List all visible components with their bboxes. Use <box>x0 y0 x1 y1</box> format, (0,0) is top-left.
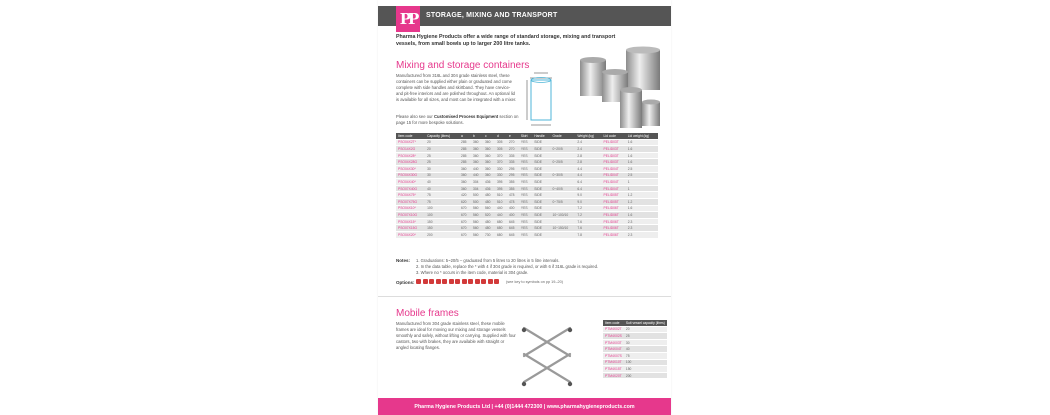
table-cell: 480 <box>483 192 495 199</box>
table-cell: PSO04X20* <box>396 231 425 238</box>
table-cell: 400 <box>507 212 519 219</box>
table-cell: 480 <box>483 218 495 225</box>
table-cell: SIDE <box>532 225 550 232</box>
table-cell: 0~75/5 <box>551 198 576 205</box>
table-cell: 30 <box>624 339 667 346</box>
castor-icon <box>568 382 572 386</box>
table-cell: 20 <box>624 326 667 333</box>
table-cell: 330 <box>495 165 507 172</box>
table-cell: 480 <box>483 225 495 232</box>
table-cell: PELID06T <box>602 205 626 212</box>
table-cell: 4.4 <box>575 172 601 179</box>
table-cell: 420 <box>459 192 471 199</box>
table-cell: SIDE <box>532 205 550 212</box>
table-row <box>603 352 667 359</box>
frames-body: Manufactured from 304 grade stainless steel, these mobile frames are ideal for moving our mixing and storage vessels smoothly and safely, without lifting or carrying. Supplied with four castors, two with brakes, they are available with straight or angled locating flanges. <box>396 321 516 350</box>
table-cell: YES <box>519 218 532 225</box>
table-cell: 335 <box>507 159 519 166</box>
table-cell: 510 <box>495 192 507 199</box>
table-cell: 360 <box>459 185 471 192</box>
table-cell: 520 <box>483 212 495 219</box>
table-cell: 355 <box>507 179 519 186</box>
table-cell <box>551 179 576 186</box>
table-cell: 30 <box>425 172 459 179</box>
table-cell: 440 <box>495 205 507 212</box>
table-cell: YES <box>519 139 532 146</box>
table-cell: YES <box>519 179 532 186</box>
table-row <box>396 231 658 238</box>
table-cell <box>551 139 576 146</box>
table-cell: 25 <box>624 333 667 340</box>
table-cell: 2.3 <box>626 225 658 232</box>
table-cell: SIDE <box>532 179 550 186</box>
table-row <box>396 225 658 232</box>
mixing-containers-table <box>396 133 658 239</box>
table-cell: 0~20/5 <box>551 146 576 153</box>
table-cell: 285 <box>459 159 471 166</box>
table-cell: 270 <box>507 146 519 153</box>
table-cell: 1.6 <box>626 152 658 159</box>
column-header: b <box>471 133 483 139</box>
table-row <box>396 192 658 199</box>
custom-note-post: section on page 15 for more bespoke solutions. <box>396 114 519 125</box>
table-cell: YES <box>519 185 532 192</box>
table-cell: YES <box>519 152 532 159</box>
table-cell: 150 <box>624 366 667 373</box>
table-cell: 645 <box>507 218 519 225</box>
table-cell: 395 <box>495 185 507 192</box>
notes-list <box>416 258 598 276</box>
option-symbol-icon <box>481 279 486 284</box>
table-cell <box>551 165 576 172</box>
table-cell: PELID06T <box>602 231 626 238</box>
table-cell: SIDE <box>532 198 550 205</box>
table-cell: PELID04T <box>602 165 626 172</box>
mixing-section-title: Mixing and storage containers <box>396 60 530 71</box>
table-cell: 1 <box>626 185 658 192</box>
page-header <box>378 6 671 26</box>
mobile-frames-table <box>603 320 667 379</box>
table-cell <box>551 231 576 238</box>
catalog-page <box>378 0 671 415</box>
table-cell: PSO07X40G <box>396 185 425 192</box>
table-cell: 680 <box>495 225 507 232</box>
table-cell: 645 <box>507 231 519 238</box>
table-cell: 360 <box>459 179 471 186</box>
table-cell: 7.6 <box>575 218 601 225</box>
table-row <box>603 366 667 373</box>
table-cell: 30 <box>425 165 459 172</box>
table-cell: SIDE <box>532 172 550 179</box>
table-cell: 200 <box>624 372 667 379</box>
container-large-back <box>626 47 660 91</box>
table-cell: 436 <box>483 185 495 192</box>
table-row <box>396 218 658 225</box>
table-cell: 40 <box>624 346 667 353</box>
table-row <box>396 205 658 212</box>
table-cell: 0~25/5 <box>551 159 576 166</box>
table-cell: 40 <box>425 185 459 192</box>
table-cell: 20 <box>425 146 459 153</box>
table-cell: PSO04X28* <box>396 152 425 159</box>
option-symbols <box>416 279 499 284</box>
table-row <box>603 372 667 379</box>
table-cell: 295 <box>507 172 519 179</box>
table-cell: SIDE <box>532 152 550 159</box>
table-cell: 360 <box>483 172 495 179</box>
table-cell: 4.4 <box>575 165 601 172</box>
note-item: 2. In the data table, replace the * with 4 if 304 grade is required, or with 6 if 316L grade is required. <box>416 264 599 269</box>
table-cell: 285 <box>459 139 471 146</box>
table-cell: 560 <box>483 205 495 212</box>
custom-note-pre: Please also see our <box>396 114 433 119</box>
mixing-custom-note <box>396 114 526 126</box>
table-cell: 2.5 <box>626 165 658 172</box>
table-cell: YES <box>519 165 532 172</box>
table-cell: 25 <box>425 159 459 166</box>
mobile-frames-photo <box>518 322 576 388</box>
table-cell: PTM4X07S <box>605 353 622 358</box>
table-cell: 2.4 <box>575 139 601 146</box>
table-cell: 1 <box>626 179 658 186</box>
table-cell: SIDE <box>532 192 550 199</box>
column-header: e <box>507 133 519 139</box>
table-cell: 2.3 <box>626 231 658 238</box>
table-cell: PSO14X2G <box>396 146 425 153</box>
table-cell: 1.6 <box>626 212 658 219</box>
table-cell: 295 <box>507 165 519 172</box>
table-row <box>396 198 658 205</box>
table-row <box>396 152 658 159</box>
table-cell <box>551 218 576 225</box>
table-cell: 10~150/10 <box>551 225 576 232</box>
table-cell: 2.5 <box>626 172 658 179</box>
table-cell: PTM4X02T <box>603 326 624 333</box>
table-cell: 360 <box>483 152 495 159</box>
table-cell: PSO04X40* <box>396 179 425 186</box>
table-cell: 400 <box>507 205 519 212</box>
table-cell: 500 <box>471 198 483 205</box>
table-cell: PTM4X10T <box>603 359 624 366</box>
table-cell: PELID03T <box>602 159 626 166</box>
table-cell: PELID06T <box>602 212 626 219</box>
page-title: STORAGE, MIXING AND TRANSPORT <box>426 12 558 19</box>
option-symbol-icon <box>429 279 434 284</box>
table-cell: 440 <box>471 165 483 172</box>
table-cell: 360 <box>459 172 471 179</box>
table-row <box>603 359 667 366</box>
column-header: Skirt <box>519 133 532 139</box>
table-cell: 360 <box>471 139 483 146</box>
table-row <box>603 339 667 346</box>
table-cell: 1.2 <box>626 192 658 199</box>
table-cell: SIDE <box>532 212 550 219</box>
column-header: Capacity (litres) <box>425 133 459 139</box>
column-header: a <box>459 133 471 139</box>
table-cell: 680 <box>495 231 507 238</box>
table-cell: 1.6 <box>626 205 658 212</box>
option-symbol-icon <box>468 279 473 284</box>
brand-logo: PP <box>396 6 420 32</box>
table-cell: 150 <box>425 218 459 225</box>
table-cell: 2.3 <box>626 218 658 225</box>
table-row <box>396 172 658 179</box>
table-cell: PTM4X04T <box>603 346 624 353</box>
table-cell: 510 <box>495 198 507 205</box>
table-cell: 670 <box>459 205 471 212</box>
column-header: c <box>483 133 495 139</box>
table-cell: 370 <box>495 152 507 159</box>
table-cell: 0~40/5 <box>551 185 576 192</box>
table-cell: SIDE <box>532 139 550 146</box>
table-cell: PSO04X10* <box>396 205 425 212</box>
table-cell: PSO04X30* <box>396 165 425 172</box>
table-cell: 370 <box>495 159 507 166</box>
container-small-right <box>642 100 660 127</box>
note-item: 1. Graduations: 5~20/5 – graduated from 5 litres to 20 litres in 5 litre intervals. <box>416 258 560 263</box>
page-footer: Pharma Hygiene Products Ltd | +44 (0)1444 472300 | www.pharmahygieneproducts.com <box>378 398 671 415</box>
table-cell: YES <box>519 159 532 166</box>
table-cell <box>551 192 576 199</box>
table-cell: PELID03T <box>602 152 626 159</box>
table-cell: PELID04T <box>602 172 626 179</box>
table-cell: 75 <box>425 192 459 199</box>
table-cell: 7.2 <box>575 212 601 219</box>
table-cell: 560 <box>471 212 483 219</box>
table-cell: 670 <box>459 218 471 225</box>
options-label: Options: <box>396 280 415 285</box>
table-cell: PELID03T <box>602 139 626 146</box>
table-cell: 150 <box>425 225 459 232</box>
table-cell: 305 <box>495 139 507 146</box>
castor-icon <box>568 328 572 332</box>
column-header: Handle <box>532 133 550 139</box>
table-cell: 25 <box>425 152 459 159</box>
option-symbol-icon <box>462 279 467 284</box>
table-cell: 100 <box>624 359 667 366</box>
table-cell: 360 <box>471 159 483 166</box>
table-cell: SIDE <box>532 185 550 192</box>
table-row <box>603 333 667 340</box>
table-cell: 7.2 <box>575 205 601 212</box>
table-cell <box>551 205 576 212</box>
table-cell: YES <box>519 198 532 205</box>
table-cell: SIDE <box>532 231 550 238</box>
table-cell: 9.0 <box>575 192 601 199</box>
option-symbol-icon <box>494 279 499 284</box>
table-cell: 7.6 <box>575 225 601 232</box>
table-cell: SIDE <box>532 146 550 153</box>
table-cell: 7.8 <box>575 231 601 238</box>
option-symbol-icon <box>436 279 441 284</box>
table-cell: 620 <box>459 198 471 205</box>
table-cell: PELID06T <box>602 225 626 232</box>
column-header: Weight (kg) <box>575 133 601 139</box>
table-cell: 440 <box>495 212 507 219</box>
table-cell: 560 <box>471 225 483 232</box>
table-row <box>396 159 658 166</box>
table-row <box>396 179 658 186</box>
table-cell: 440 <box>471 172 483 179</box>
table-cell: 2.4 <box>575 146 601 153</box>
column-header: Item code <box>396 133 425 139</box>
table-cell: 395 <box>495 179 507 186</box>
table-cell: 2.8 <box>575 152 601 159</box>
option-symbol-icon <box>416 279 421 284</box>
column-header: Lid code <box>602 133 626 139</box>
column-header: Item code <box>603 320 624 326</box>
castor-icon <box>522 328 526 332</box>
table-cell: PSO04X30G <box>396 172 425 179</box>
table-cell: YES <box>519 205 532 212</box>
table-cell: 355 <box>507 185 519 192</box>
option-symbol-icon <box>423 279 428 284</box>
option-symbol-icon <box>442 279 447 284</box>
table-cell: 75 <box>624 352 667 359</box>
option-symbol-icon <box>475 279 480 284</box>
table-cell: 360 <box>459 165 471 172</box>
table-cell: PSO07X75G <box>396 198 425 205</box>
table-row <box>396 212 658 219</box>
table-row <box>396 165 658 172</box>
frames-section-title: Mobile frames <box>396 308 459 319</box>
intro-text: Pharma Hygiene Products offer a wide range of standard storage, mixing and transport vessels, from small bowls up to larger 200 litre tanks. <box>396 34 616 47</box>
table-cell: 100 <box>425 212 459 219</box>
table-cell: PELID05T <box>602 192 626 199</box>
table-cell: 560 <box>471 218 483 225</box>
table-cell: 304 <box>471 185 483 192</box>
table-cell: PELID04T <box>602 185 626 192</box>
table-cell: 360 <box>483 159 495 166</box>
table-cell: PELID05T <box>602 198 626 205</box>
table-cell: PSO04X2T* <box>396 139 425 146</box>
note-item: 3. Where no * occurs in the item code, material is 304 grade. <box>416 270 529 275</box>
column-header: Grade <box>551 133 576 139</box>
table-cell: PELID03T <box>602 146 626 153</box>
table-cell: PTM4X20T <box>603 372 624 379</box>
table-row <box>396 185 658 192</box>
table-cell: 480 <box>483 198 495 205</box>
table-cell: YES <box>519 225 532 232</box>
section-divider <box>378 296 671 297</box>
table-cell: 360 <box>471 152 483 159</box>
custom-note-link[interactable]: Customised Process Equipment <box>433 114 499 119</box>
table-cell: 305 <box>495 146 507 153</box>
table-cell: 6.4 <box>575 185 601 192</box>
castor-icon <box>522 382 526 386</box>
table-cell: SIDE <box>532 218 550 225</box>
table-cell: 0~30/5 <box>551 172 576 179</box>
table-cell: 560 <box>471 231 483 238</box>
table-cell: PTM4X15T <box>603 366 624 373</box>
column-header: d <box>495 133 507 139</box>
table-cell: 330 <box>495 172 507 179</box>
table-cell: 100 <box>425 205 459 212</box>
option-symbol-icon <box>488 279 493 284</box>
table-cell: 75 <box>425 198 459 205</box>
table-cell: 500 <box>471 192 483 199</box>
table-row <box>603 326 667 333</box>
mixing-body: Manufactured from 316L and 304 grade stainless steel, these containers can be supplied either plain or graduated and come complete with side handles and skirtband. They have crevice- and pit-free interiors and are polished throughout. An optional lid is available for all sizes, and most can be integrated with a mixer. <box>396 73 517 102</box>
options-key-note: (see key to symbols on pp 19–20) <box>506 280 563 284</box>
table-cell: 285 <box>459 146 471 153</box>
table-cell: 1.2 <box>626 198 658 205</box>
table-cell: 304 <box>471 179 483 186</box>
table-cell: 1.6 <box>626 139 658 146</box>
table-cell: PTM4X03T <box>603 339 624 346</box>
table-cell: PSO07X15G <box>396 225 425 232</box>
table-row <box>396 146 658 153</box>
table-cell: YES <box>519 146 532 153</box>
table-cell: 40 <box>425 179 459 186</box>
column-header: Suit vessel capacity (litres) <box>625 320 665 325</box>
table-cell: PELID04T <box>602 179 626 186</box>
table-cell: 478 <box>507 198 519 205</box>
table-cell: 670 <box>459 231 471 238</box>
table-cell: 1.6 <box>626 159 658 166</box>
container-tall-front <box>620 87 642 128</box>
table-cell: 335 <box>507 152 519 159</box>
table-cell: 360 <box>483 146 495 153</box>
table-cell: PSO04X15* <box>396 218 425 225</box>
table-cell: 478 <box>507 192 519 199</box>
table-row <box>603 346 667 353</box>
table-cell: PSO07X10G <box>396 212 425 219</box>
table-cell: PSO04X28G <box>396 159 425 166</box>
table-cell: 560 <box>471 205 483 212</box>
table-cell: 285 <box>459 152 471 159</box>
table-cell: SIDE <box>532 159 550 166</box>
table-cell: 9.0 <box>575 198 601 205</box>
table-row <box>396 139 658 146</box>
table-cell: PSO04X75* <box>396 192 425 199</box>
table-cell: 360 <box>483 139 495 146</box>
table-cell: 1.6 <box>626 146 658 153</box>
table-cell: 10~100/10 <box>551 212 576 219</box>
table-cell: 360 <box>483 165 495 172</box>
containers-photo <box>576 46 666 132</box>
table-cell: 436 <box>483 179 495 186</box>
table-cell: 730 <box>483 231 495 238</box>
table-cell: YES <box>519 172 532 179</box>
table-cell: 670 <box>459 212 471 219</box>
table-cell: 200 <box>425 231 459 238</box>
table-cell: PTM4X02S <box>605 333 622 338</box>
table-cell: YES <box>519 212 532 219</box>
table-cell: SIDE <box>532 165 550 172</box>
table-cell <box>551 152 576 159</box>
table-cell: 645 <box>507 225 519 232</box>
container-dimension-diagram <box>526 70 556 130</box>
column-header: Lid weight (kg) <box>626 133 658 139</box>
table-cell: PELID06T <box>602 218 626 225</box>
option-symbol-icon <box>455 279 460 284</box>
table-cell: 2.8 <box>575 159 601 166</box>
option-symbol-icon <box>449 279 454 284</box>
table-cell: YES <box>519 231 532 238</box>
table-cell: 270 <box>507 139 519 146</box>
table-cell: 20 <box>425 139 459 146</box>
table-cell: YES <box>519 192 532 199</box>
table-cell: 680 <box>495 218 507 225</box>
notes-label: Notes: <box>396 258 411 263</box>
table-cell: 6.4 <box>575 179 601 186</box>
table-cell: 670 <box>459 225 471 232</box>
container-outline <box>531 80 551 120</box>
table-cell: 360 <box>471 146 483 153</box>
